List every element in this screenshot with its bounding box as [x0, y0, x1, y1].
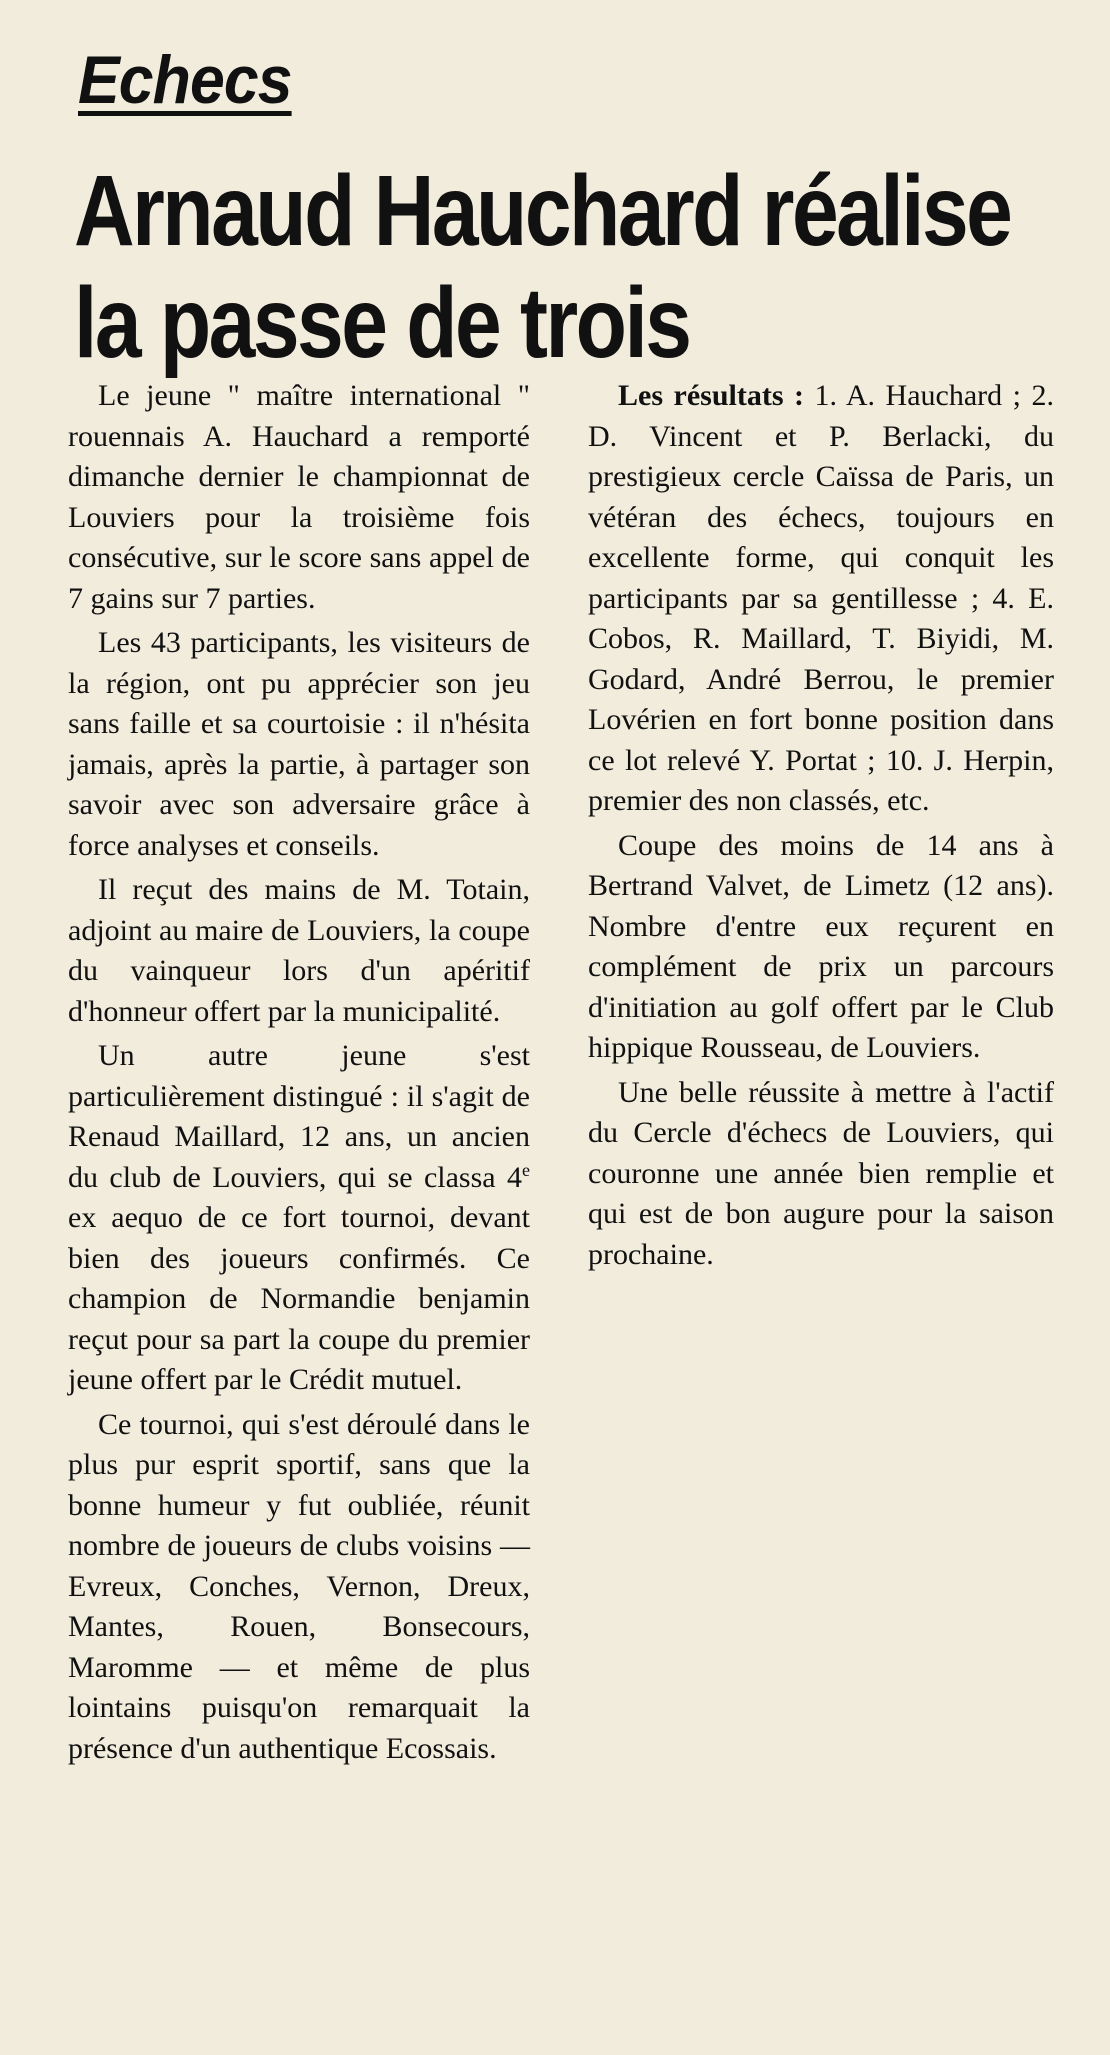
- paragraph-text: Un autre jeune s'est particulièrement distingué : il s'agit de Renaud Maillard, 12 ans, un ancien du club de Louviers, qui se classa 4: [68, 1039, 530, 1194]
- paragraph: [68, 1036, 530, 1401]
- ordinal-suffix: e: [522, 1159, 530, 1180]
- paragraph: Les 43 participants, les visiteurs de la région, ont pu apprécier son jeu sans faille et sa courtoisie : il n'hésita jamais, après la partie, à partager son savoir avec son adversaire grâce à force analyses et conseils.: [68, 626, 530, 862]
- paragraph: [588, 376, 1054, 822]
- paragraph-text: ex aequo de ce fort tournoi, devant bien des joueurs confirmés. Ce champion de Normandie benjamin reçut pour sa part la coupe du premier jeune offert par le Crédit mutuel.: [68, 1201, 530, 1396]
- left-column: [68, 376, 530, 1773]
- headline-line-2: la passe de trois: [74, 267, 690, 379]
- article-headline: [74, 155, 1015, 379]
- headline-line-1: Arnaud Hauchard réalise: [74, 155, 1011, 267]
- paragraph: Ce tournoi, qui s'est déroulé dans le plus pur esprit sportif, sans que la bonne humeur y fut oubliée, réunit nombre de joueurs de clubs voisins — Evreux, Conches, Vernon, Dreux, Mantes, Rouen, Bonsecours, Maromme — et même de plus lointains puisqu'on remarquait la présence d'un authentique Ecossais.: [68, 1407, 530, 1765]
- paragraph-text: 1. A. Hauchard ; 2. D. Vincent et P. Berlacki, du prestigieux cercle Caïssa de Paris, un vétéran des échecs, toujours en excellente forme, qui conquit les participants par sa gentillesse ; 4. E. Cobos, R. Maillard, T. Biyidi, M. Godard, André Berrou, le premier Lovérien en fort bonne position dans ce lot relevé Y. Portat ; 10. J. Herpin, premier des non classés, etc.: [588, 379, 1054, 817]
- paragraph: Une belle réussite à mettre à l'actif du Cercle d'échecs de Louviers, qui couronne une année bien remplie et qui est de bon augure pour la saison prochaine.: [588, 1075, 1054, 1271]
- paragraph: Coupe des moins de 14 ans à Bertrand Valvet, de Limetz (12 ans). Nombre d'entre eux reçurent en complément de prix un parcours d'initiation au golf offert par le Club hippique Rousseau, de Louviers.: [588, 828, 1054, 1064]
- paragraph: Il reçut des mains de M. Totain, adjoint au maire de Louviers, la coupe du vainqueur lors d'un apéritif d'honneur offert par la municipalité.: [68, 873, 530, 1028]
- paragraph: Le jeune " maître international " rouennais A. Hauchard a remporté dimanche dernier le championnat de Louviers pour la troisième fois consécutive, sur le score sans appel de 7 gains sur 7 parties.: [68, 379, 530, 615]
- section-rubric: Echecs: [78, 42, 292, 118]
- right-column: [588, 376, 1054, 1279]
- results-lead: Les résultats :: [618, 379, 804, 412]
